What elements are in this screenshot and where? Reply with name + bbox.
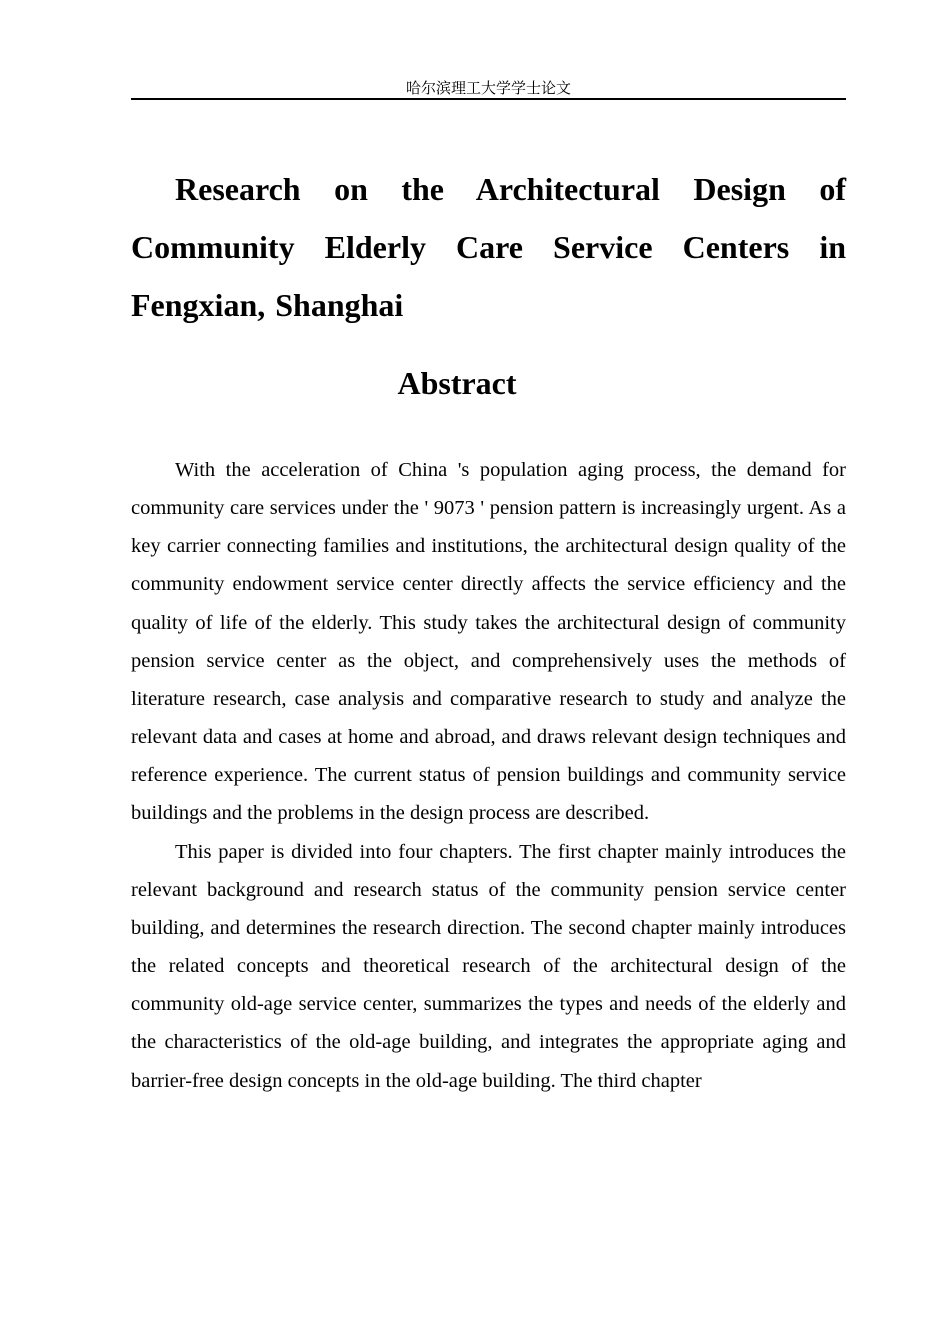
paper-title: Research on the Architectural Design of Community Elderly Care Service Centers in Fengxian, Shanghai — [131, 171, 846, 323]
abstract-body — [131, 451, 846, 1100]
header-rule — [131, 98, 846, 100]
abstract-paragraph: This paper is divided into four chapters. The first chapter mainly introduces the relevant background and research status of the community pension service center building, and determines the research direction. The second chapter mainly introduces the related concepts and theoretical research of the architectural design of the community old-age service center, summarizes the types and needs of the elderly and the characteristics of the old-age building, and integrates the appropriate aging and barrier-free design concepts in the old-age building. The third chapter — [131, 840, 846, 1092]
abstract-heading: Abstract — [397, 365, 517, 401]
abstract-paragraph: With the acceleration of China 's population aging process, the demand for community care services under the ' 9073 ' pension pattern is increasingly urgent. As a key carrier connecting families and institutions, the architectural design quality of the community endowment service center directly affects the service efficiency and the quality of life of the elderly. This study takes the architectural design of community pension service center as the object, and comprehensively uses the methods of literature research, case analysis and comparative research to study and analyze the relevant data and cases at home and abroad, and draws relevant design techniques and reference experience. The current status of pension buildings and community service buildings and the problems in the design process are described. — [131, 459, 846, 825]
running-header: 哈尔滨理工大学学士论文 — [405, 79, 571, 97]
